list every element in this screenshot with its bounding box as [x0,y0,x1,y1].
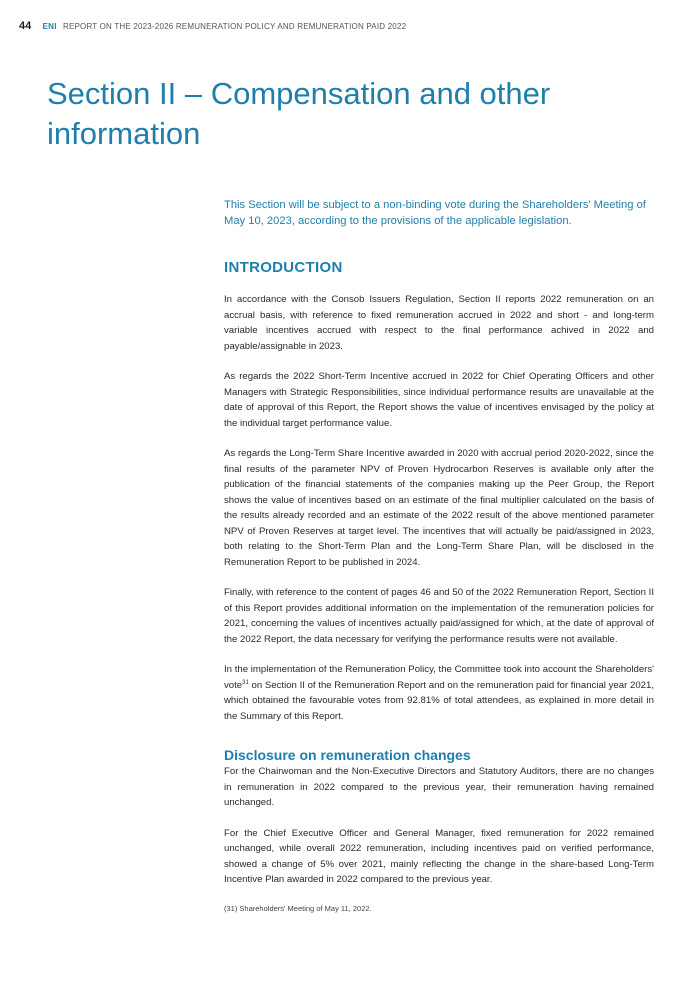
footnote-reference: 31 [242,679,249,686]
page-number: 44 [19,20,32,32]
footnote: (31) Shareholders' Meeting of May 11, 2022. [224,903,372,913]
intro-paragraph-3: As regards the Long-Term Share Incentive awarded in 2020 with accrual period 2020-2022, since the final results of the parameter NPV of Proven Hydrocarbon Reserves is available only after the publication of the financial statements of the companies making up the Peer Group, the Report shows the value of incentives based on an estimate of the final multiplier calculated on the basis of the results already recorded and an estimate of the 2022 result of the above mentioned parameter NPV of Proven Reserves at target level. The incentives that will actually be paid/assigned in 2023, both relating to the Short-Term Plan and the Long-Term Share Plan, will be disclosed in the Remuneration Report to be published in 2024. [224,448,654,568]
intro-paragraph-4: Finally, with reference to the content of pages 46 and 50 of the 2022 Remuneration Report, Section II of this Report provides additional information on the implementation of the remuneration policies for 2021, concerning the values of incentives actually paid/assigned for which, at the date of approval of the 2022 Report, the data necessary for verifying the performance results were not available. [224,587,654,645]
introduction-heading: INTRODUCTION [224,259,343,276]
lead-text: This Section will be subject to a non-binding vote during the Shareholders' Meeting of May 10, 2023, according to the provisions of the applicable legislation. [224,199,646,227]
disclosure-paragraph-1: For the Chairwoman and the Non-Executive Directors and Statutory Auditors, there are no changes in remuneration in 2022 compared to the previous year, their remuneration having remained unchanged. [224,766,654,808]
section-title: Section II – Compensation and other information [47,76,551,151]
content-column [224,197,654,914]
intro-paragraph-5 [224,662,654,724]
intro-paragraph-5-end: on Section II of the Remuneration Report and on the remuneration paid for financial year 2021, which obtained the favourable votes from 92.81% of total attendees, as explained in more detail in the Summary of this Report. [224,679,654,722]
report-title: REPORT ON THE 2023-2026 REMUNERATION POLICY AND REMUNERATION PAID 2022 [62,22,407,31]
page-header [19,20,406,34]
intro-paragraph-5-start: In the implementation of the Remuneration Policy, the Committee took into account the Shareholders' vote [224,664,654,691]
brand-name: ENI [42,22,57,31]
intro-paragraph-2: As regards the 2022 Short-Term Incentive accrued in 2022 for Chief Operating Officers and other Managers with Strategic Responsibilities, since individual performance results are unavailable at the date of approval of this Report, the Report shows the value of incentives envisaged by the policy at the individual target performance value. [224,371,654,429]
disclosure-paragraph-2: For the Chief Executive Officer and General Manager, fixed remuneration for 2022 remained unchanged, while overall 2022 remuneration, including incentives paid on verified performance, showed a change of 5% over 2021, mainly reflecting the change in the share-based Long-Term Incentive Plan awarded in 2022 compared to the previous year. [224,827,654,885]
disclosure-heading: Disclosure on remuneration changes [224,747,471,763]
intro-paragraph-1: In accordance with the Consob Issuers Regulation, Section II reports 2022 remuneration on an accrual basis, with reference to fixed remuneration accrued in 2022 and short - and long-term variable incentives accrued with respect to the final performance achived in 2022 and payable/assignable in 2023. [224,294,654,352]
